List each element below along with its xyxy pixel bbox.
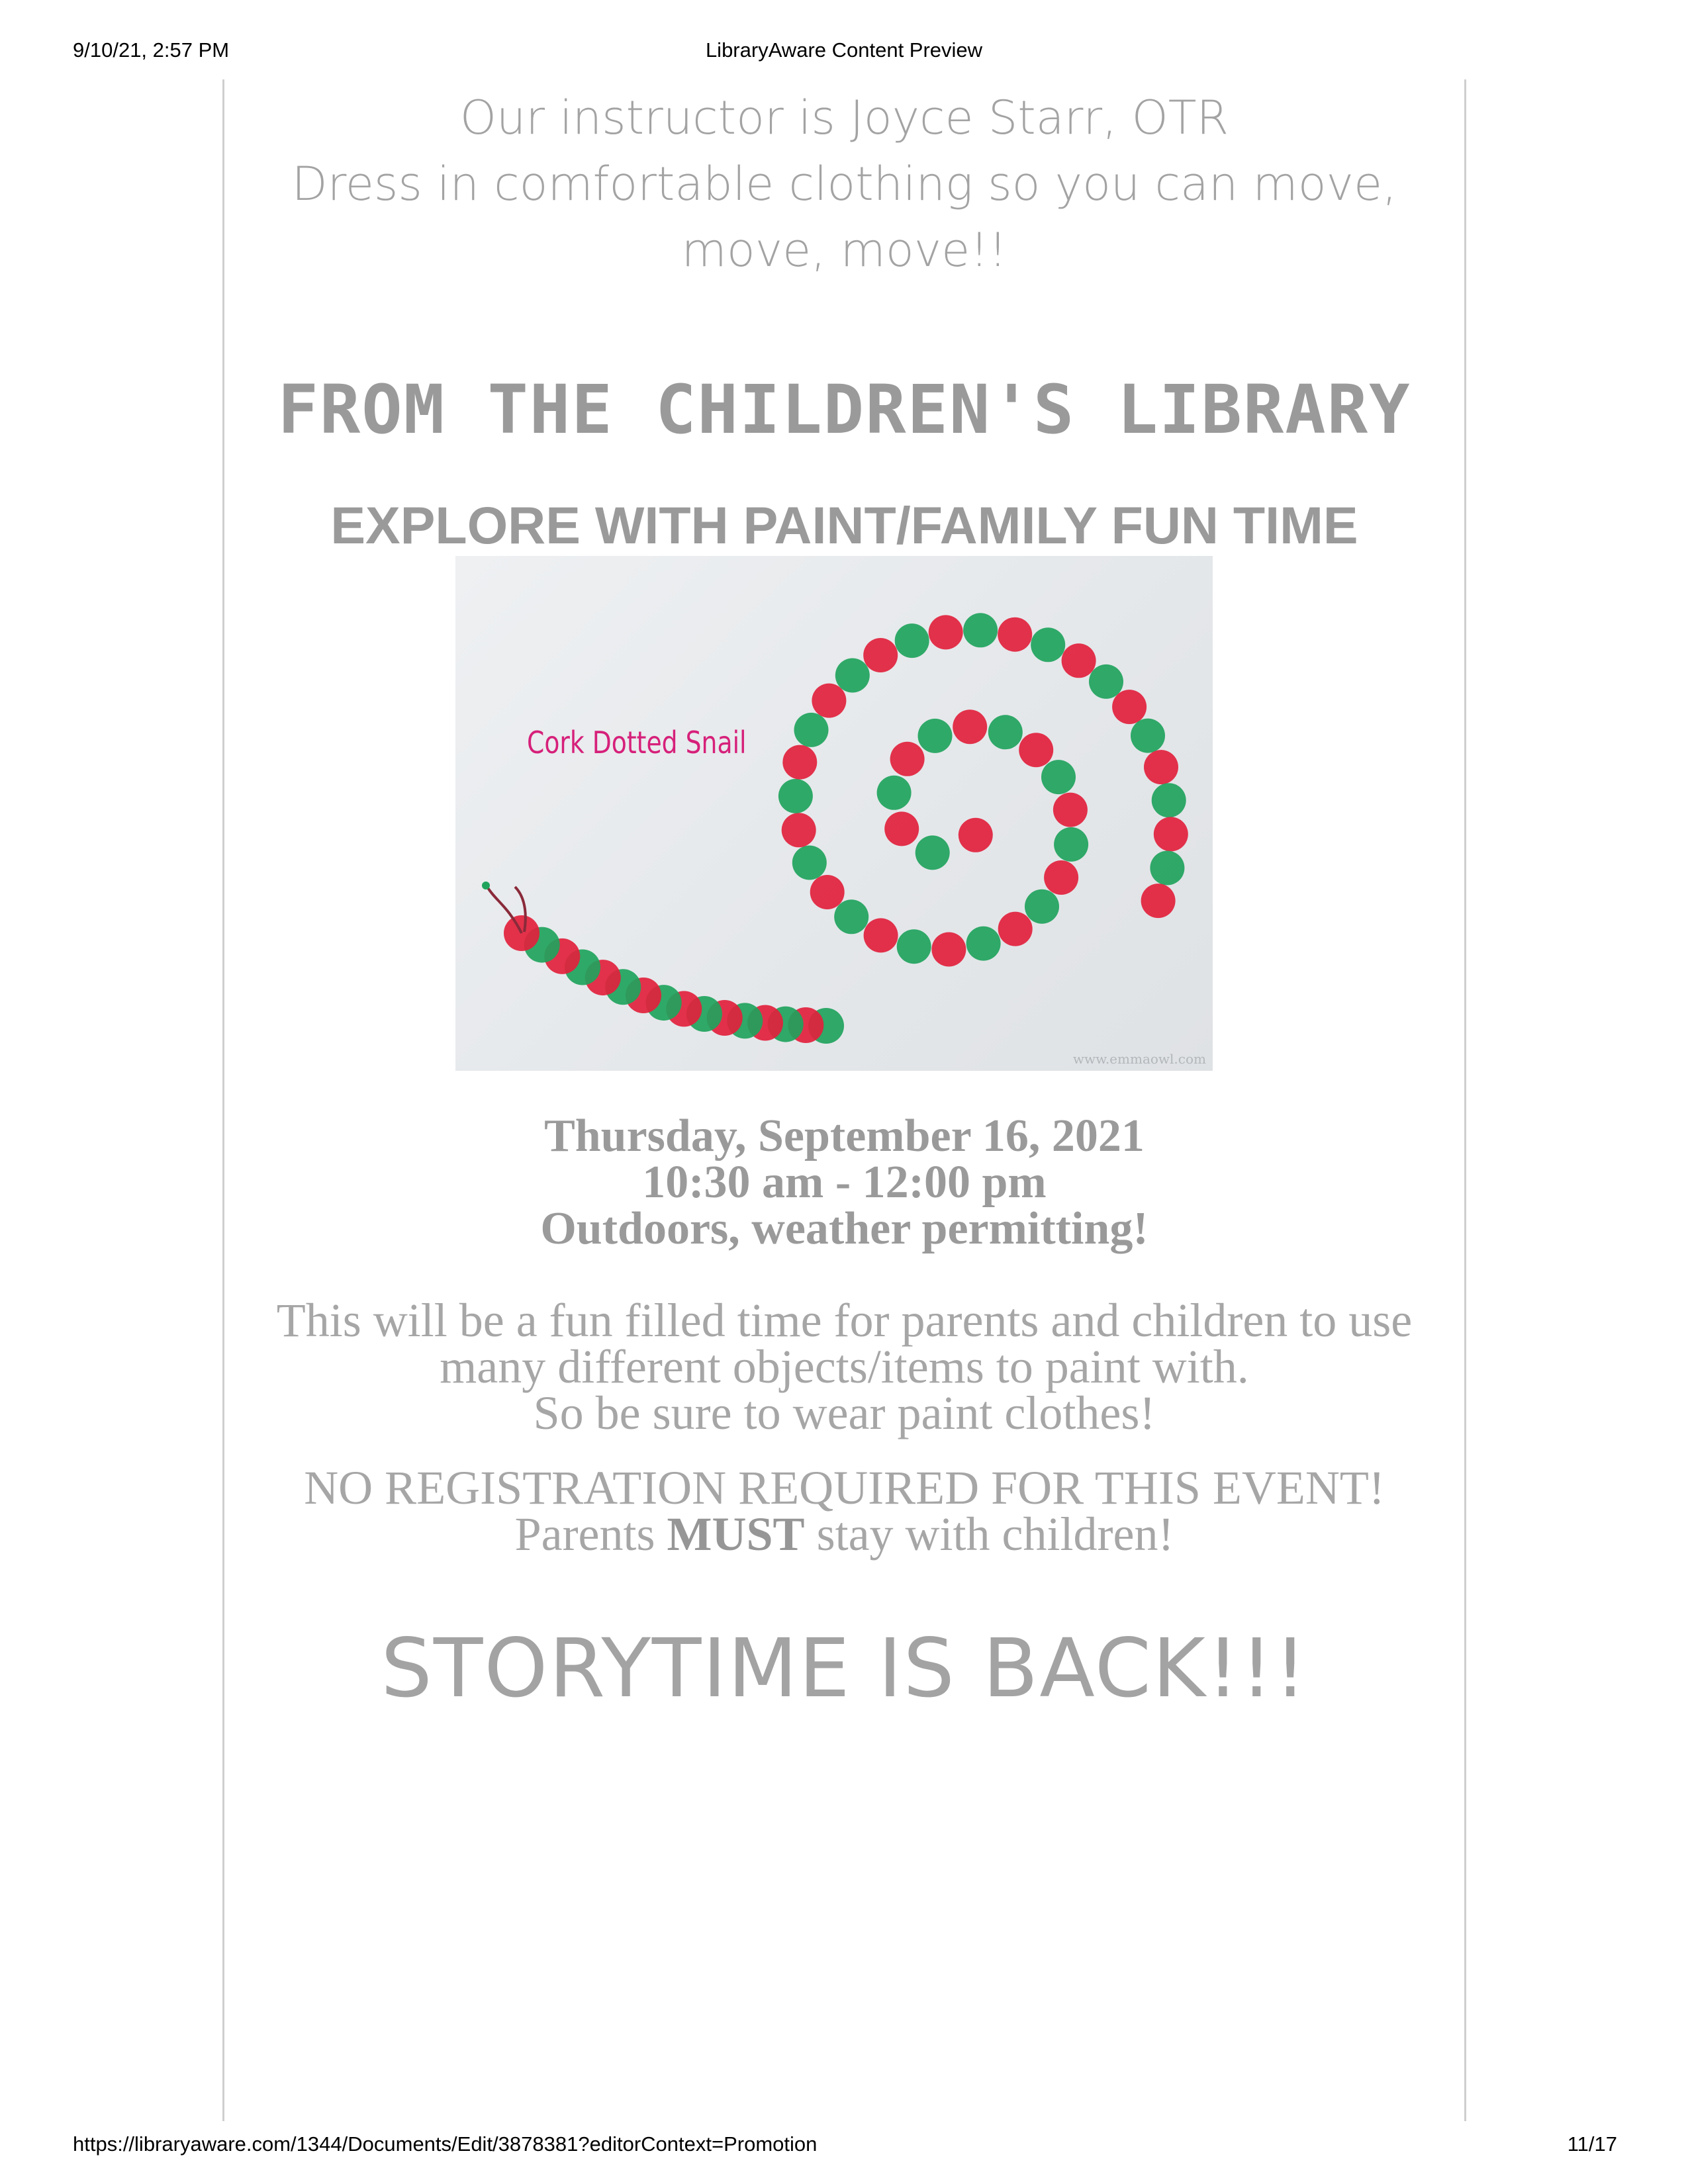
paint-dot bbox=[966, 927, 1001, 961]
paint-dot bbox=[1019, 733, 1053, 767]
paint-dot bbox=[810, 875, 845, 909]
paint-dot bbox=[1062, 643, 1096, 678]
paint-dot bbox=[915, 835, 950, 870]
print-page-number: 11/17 bbox=[1567, 2132, 1617, 2156]
parents-suffix: stay with children! bbox=[816, 1508, 1174, 1561]
event-time: 10:30 am - 12:00 pm bbox=[642, 1157, 1047, 1208]
childrens-library-heading: FROM THE CHILDREN'S LIBRARY bbox=[277, 371, 1411, 449]
dress-code-line: Dress in comfortable clothing so you can move, move, move!! bbox=[291, 157, 1397, 277]
paint-dot bbox=[897, 929, 931, 964]
paint-dot bbox=[877, 776, 912, 810]
snail-illustration bbox=[455, 556, 1213, 1071]
paint-dot bbox=[963, 613, 998, 647]
storytime-heading: STORYTIME IS BACK!!! bbox=[381, 1621, 1308, 1715]
event-title: EXPLORE WITH PAINT/FAMILY FUN TIME bbox=[330, 496, 1358, 555]
paint-dot bbox=[834, 899, 868, 934]
paint-dot bbox=[988, 715, 1023, 749]
paint-dot bbox=[931, 933, 966, 967]
paint-dot bbox=[1152, 783, 1186, 817]
cork-dotted-snail-photo bbox=[455, 556, 1213, 1071]
paint-dot bbox=[782, 745, 817, 780]
instructor-line: Our instructor is Joyce Starr, OTR bbox=[459, 91, 1229, 145]
paint-dot bbox=[998, 617, 1032, 652]
event-location: Outdoors, weather permitting! bbox=[540, 1203, 1149, 1254]
print-title: LibraryAware Content Preview bbox=[705, 38, 983, 62]
paint-dot bbox=[884, 811, 919, 846]
paint-dot bbox=[778, 779, 813, 813]
print-datetime: 9/10/21, 2:57 PM bbox=[73, 38, 230, 62]
paint-dot bbox=[1041, 760, 1076, 794]
photo-watermark: www.emmaowl.com bbox=[1072, 1051, 1206, 1067]
event-description-block bbox=[244, 1294, 1444, 1439]
parents-line bbox=[224, 1508, 1464, 1561]
event-date: Thursday, September 16, 2021 bbox=[544, 1111, 1145, 1161]
paint-dot bbox=[835, 659, 870, 693]
print-footer bbox=[0, 2132, 1688, 2165]
paint-dot bbox=[1089, 664, 1123, 699]
paint-dot bbox=[1141, 884, 1176, 918]
paint-dot bbox=[959, 818, 993, 852]
paint-dot bbox=[1053, 793, 1088, 827]
paint-dot bbox=[1154, 817, 1188, 851]
paint-dot bbox=[918, 719, 953, 753]
paint-dot bbox=[890, 742, 925, 776]
paint-dot bbox=[1112, 690, 1147, 724]
antenna-tip bbox=[482, 882, 490, 889]
paint-dot bbox=[792, 846, 827, 880]
paint-dot bbox=[1044, 860, 1078, 895]
paint-dot bbox=[1025, 889, 1059, 924]
registration-line: NO REGISTRATION REQUIRED FOR THIS EVENT! bbox=[304, 1461, 1385, 1514]
paint-dot bbox=[1031, 627, 1065, 662]
print-url: https://libraryaware.com/1344/Documents/Edit/3878381?editorContext=Promotion bbox=[73, 2132, 818, 2156]
paint-dot bbox=[864, 918, 898, 952]
paint-dot bbox=[1131, 719, 1165, 753]
paint-dot bbox=[863, 638, 898, 672]
paint-dot bbox=[1054, 827, 1088, 862]
paint-dot bbox=[812, 684, 846, 718]
photo-caption: Cork Dotted Snail bbox=[527, 725, 747, 760]
paint-dot bbox=[953, 709, 987, 744]
paint-dot bbox=[794, 713, 829, 747]
paint-dot bbox=[1150, 851, 1184, 886]
print-header bbox=[0, 38, 1688, 71]
parents-emphasis: MUST bbox=[667, 1508, 805, 1561]
parents-prefix: Parents bbox=[514, 1508, 655, 1561]
paint-dot bbox=[782, 813, 816, 847]
event-details bbox=[224, 1113, 1464, 1252]
event-description: This will be a fun filled time for parents and children to use many different objects/items to paint with. bbox=[276, 1294, 1413, 1393]
right-border-line bbox=[1464, 79, 1466, 2121]
paint-dot bbox=[895, 623, 929, 658]
registration-notice bbox=[224, 1461, 1464, 1561]
paint-dot bbox=[929, 615, 963, 649]
paint-dot bbox=[1144, 750, 1178, 784]
paint-dot bbox=[998, 912, 1033, 946]
event-reminder: So be sure to wear paint clothes! bbox=[533, 1387, 1156, 1439]
